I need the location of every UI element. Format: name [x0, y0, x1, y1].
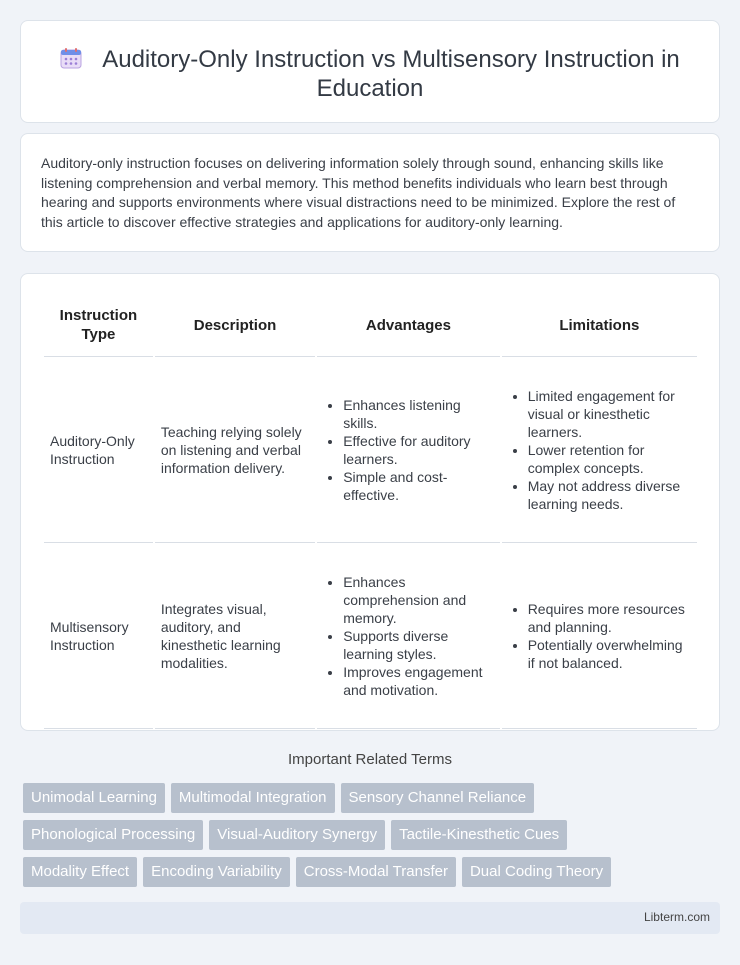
tag-phonological-processing[interactable]: Phonological Processing [23, 820, 203, 850]
tag-unimodal-learning[interactable]: Unimodal Learning [23, 783, 165, 813]
tag-encoding-variability[interactable]: Encoding Variability [143, 857, 290, 887]
list-item: • Effective for auditory learners. [343, 432, 494, 468]
list-item: • May not address diverse learning needs. [528, 477, 691, 513]
cell-limitations [502, 543, 697, 729]
tag-row [23, 857, 723, 887]
list-item: • Supports diverse learning styles. [343, 627, 494, 663]
cell-type: Auditory-Only Instruction [44, 357, 153, 543]
tag-visual-auditory-synergy[interactable]: Visual-Auditory Synergy [209, 820, 385, 850]
table-row [44, 543, 697, 729]
table-row [44, 357, 697, 543]
cell-description: Teaching relying solely on listening and verbal information delivery. [155, 357, 315, 543]
title-card [20, 20, 720, 123]
list-item: • Limited engagement for visual or kinesthetic learners. [528, 387, 691, 441]
list-item: • Requires more resources and planning. [528, 600, 691, 636]
intro-paragraph: Auditory-only instruction focuses on delivering information solely through sound, enhancing skills like listening comprehension and verbal memory. This method benefits individuals who learn best through hearing and supports environments where visual distractions need to be minimized. Explore the rest of this article to discover effective strategies and applications for auditory-only learning. [41, 155, 676, 230]
footer-site-link[interactable]: Libterm.com [643, 910, 710, 924]
tag-row [23, 820, 723, 850]
list-item: • Lower retention for complex concepts. [528, 441, 691, 477]
header-instruction-type: Instruction Type [44, 294, 153, 357]
related-terms-tags [23, 783, 723, 894]
list-item: • Simple and cost-effective. [343, 468, 494, 504]
cell-advantages [317, 543, 500, 729]
header-description: Description [155, 294, 315, 357]
header-advantages: Advantages [317, 294, 500, 357]
calendar-icon [60, 47, 82, 69]
tag-sensory-channel-reliance[interactable]: Sensory Channel Reliance [341, 783, 535, 813]
list-item: • Potentially overwhelming if not balanced. [528, 636, 691, 672]
list-item: • Enhances listening skills. [343, 396, 494, 432]
comparison-table [42, 294, 699, 729]
related-terms-heading: Important Related Terms [288, 751, 452, 768]
cell-type: Multisensory Instruction [44, 543, 153, 729]
tag-row [23, 783, 723, 813]
comparison-table-card [20, 273, 720, 731]
page-title [21, 45, 719, 103]
tag-multimodal-integration[interactable]: Multimodal Integration [171, 783, 335, 813]
tag-modality-effect[interactable]: Modality Effect [23, 857, 137, 887]
tag-tactile-kinesthetic-cues[interactable]: Tactile-Kinesthetic Cues [391, 820, 567, 850]
footer [20, 902, 720, 934]
page-title-text: Auditory-Only Instruction vs Multisensory Instruction in Education [102, 46, 680, 102]
list-item: • Enhances comprehension and memory. [343, 573, 494, 627]
cell-limitations [502, 357, 697, 543]
header-limitations: Limitations [502, 294, 697, 357]
tag-dual-coding-theory[interactable]: Dual Coding Theory [462, 857, 611, 887]
cell-advantages [317, 357, 500, 543]
table-header-row [44, 294, 697, 357]
tag-cross-modal-transfer[interactable]: Cross-Modal Transfer [296, 857, 456, 887]
cell-description: Integrates visual, auditory, and kinesthetic learning modalities. [155, 543, 315, 729]
intro-card [20, 133, 720, 252]
list-item: • Improves engagement and motivation. [343, 663, 494, 699]
